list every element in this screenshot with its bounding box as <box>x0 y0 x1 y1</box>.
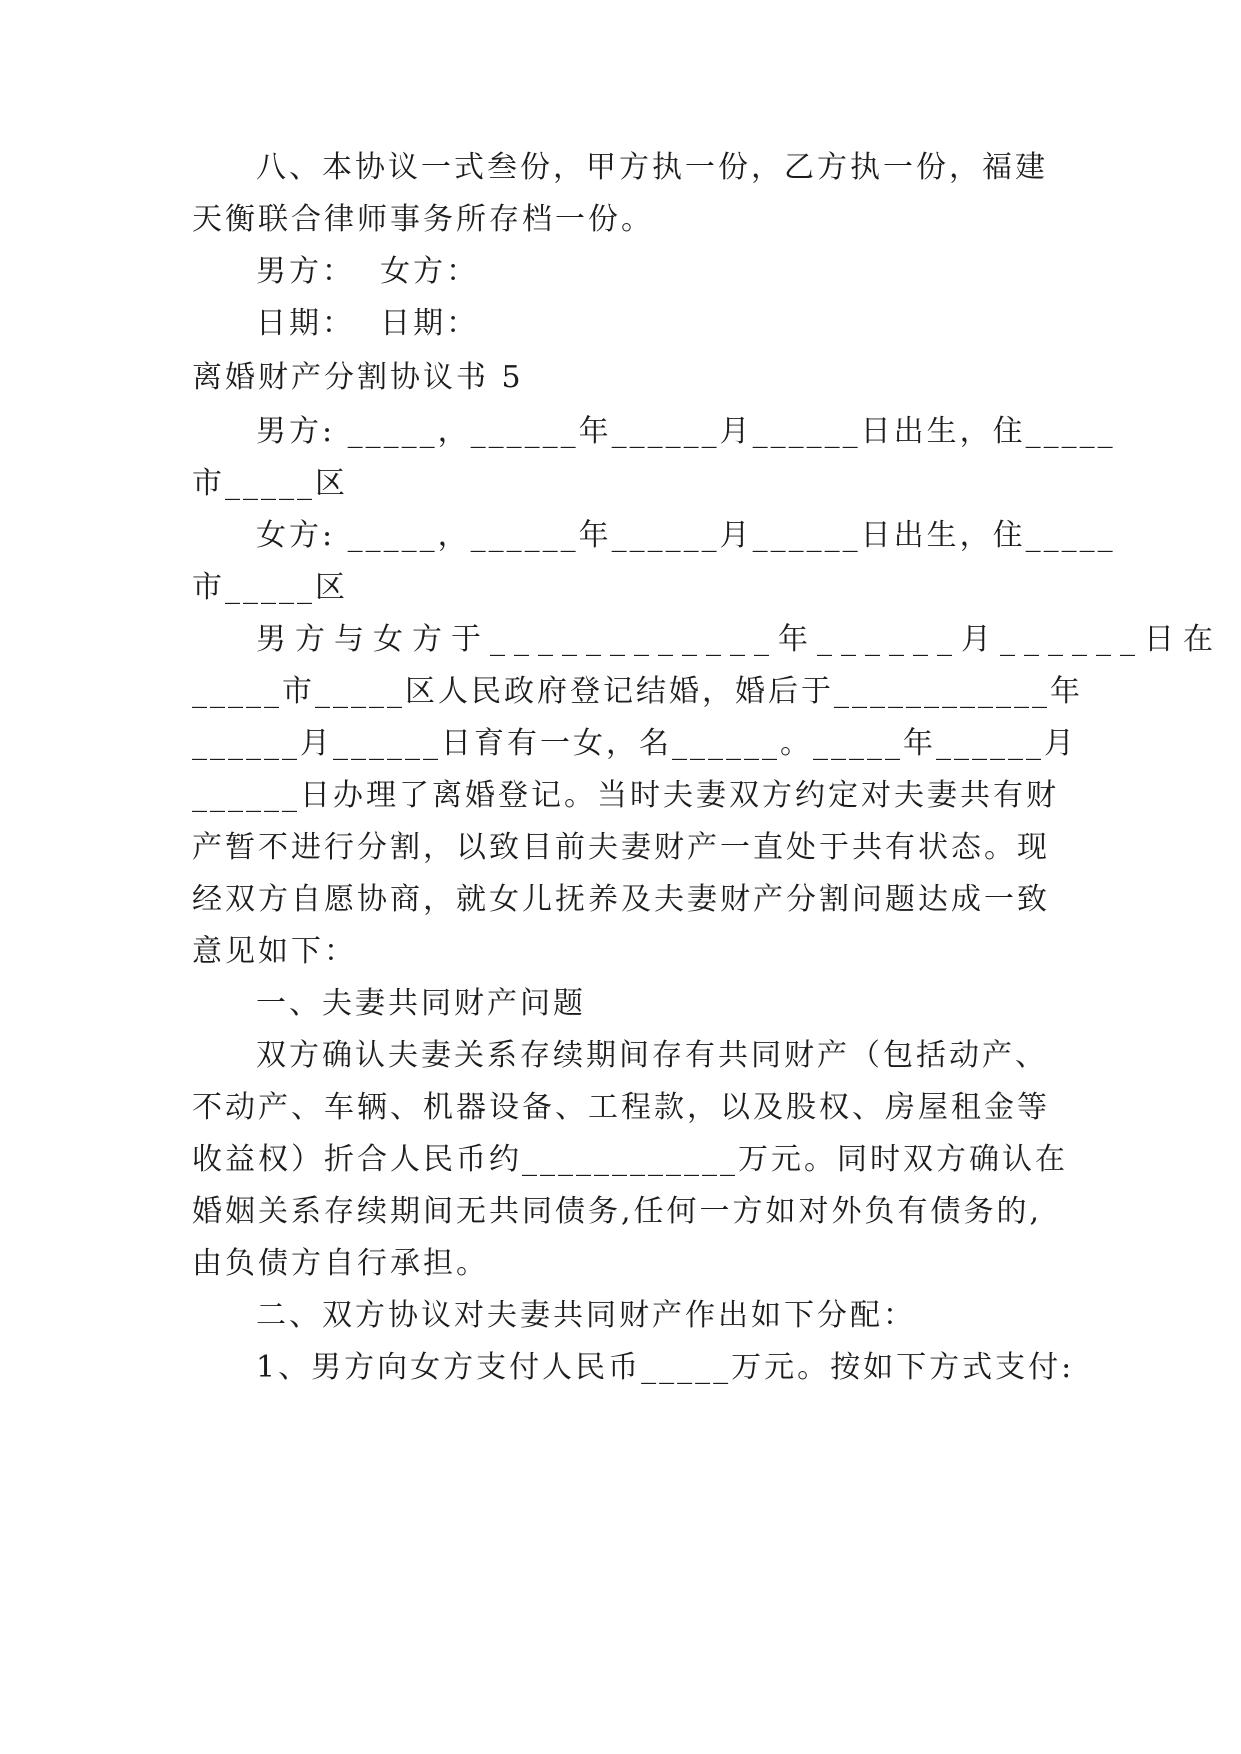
article-1-line-1: 双方确认夫妻关系存续期间存有共同财产（包括动产、 <box>256 1038 1048 1073</box>
preamble-line-6: 经双方自愿协商，就女儿抚养及夫妻财产分割问题达成一致 <box>192 882 1050 917</box>
preamble-line-7: 意见如下： <box>192 934 357 969</box>
signature-parties: 男方： 女方： <box>256 254 480 289</box>
article-1-line-3: 收益权）折合人民币约____________万元。同时双方确认在 <box>192 1142 1068 1177</box>
preamble-line-2: _____市_____区人民政府登记结婚，婚后于____________年 <box>192 674 1083 709</box>
section-title: 离婚财产分割协议书 5 <box>192 360 524 395</box>
article-1-line-4: 婚姻关系存续期间无共同债务,任何一方如对外负有债务的, <box>192 1194 1043 1229</box>
article-2-item-1: 1、男方向女方支付人民币_____万元。按如下方式支付: <box>256 1350 1075 1385</box>
article-1-heading: 一、夫妻共同财产问题 <box>256 986 586 1021</box>
signature-dates: 日期： 日期： <box>256 306 480 341</box>
female-party-line-1: 女方: _____，______年______月______日出生，住_____ <box>256 518 1116 553</box>
clause-8-line-1: 八、本协议一式叁份，甲方执一份，乙方执一份，福建 <box>256 150 1048 185</box>
preamble-line-1: 男方与女方于____________年______月______日在 <box>256 622 1222 657</box>
male-party-line-2: 市_____区 <box>192 466 348 501</box>
preamble-line-4: ______日办理了离婚登记。当时夫妻双方约定对夫妻共有财 <box>192 778 1059 813</box>
preamble-line-3: ______月______日育有一女，名______。_____年______月 <box>192 726 1077 761</box>
article-1-line-2: 不动产、车辆、机器设备、工程款，以及股权、房屋租金等 <box>192 1090 1050 1125</box>
preamble-line-5: 产暂不进行分割，以致目前夫妻财产一直处于共有状态。现 <box>192 830 1050 865</box>
clause-8-line-2: 天衡联合律师事务所存档一份。 <box>192 202 654 237</box>
male-party-line-1: 男方: _____，______年______月______日出生，住_____ <box>256 414 1116 449</box>
female-party-line-2: 市_____区 <box>192 570 348 605</box>
article-1-line-5: 由负债方自行承担。 <box>192 1246 489 1281</box>
article-2-heading: 二、双方协议对夫妻共同财产作出如下分配： <box>256 1298 916 1333</box>
